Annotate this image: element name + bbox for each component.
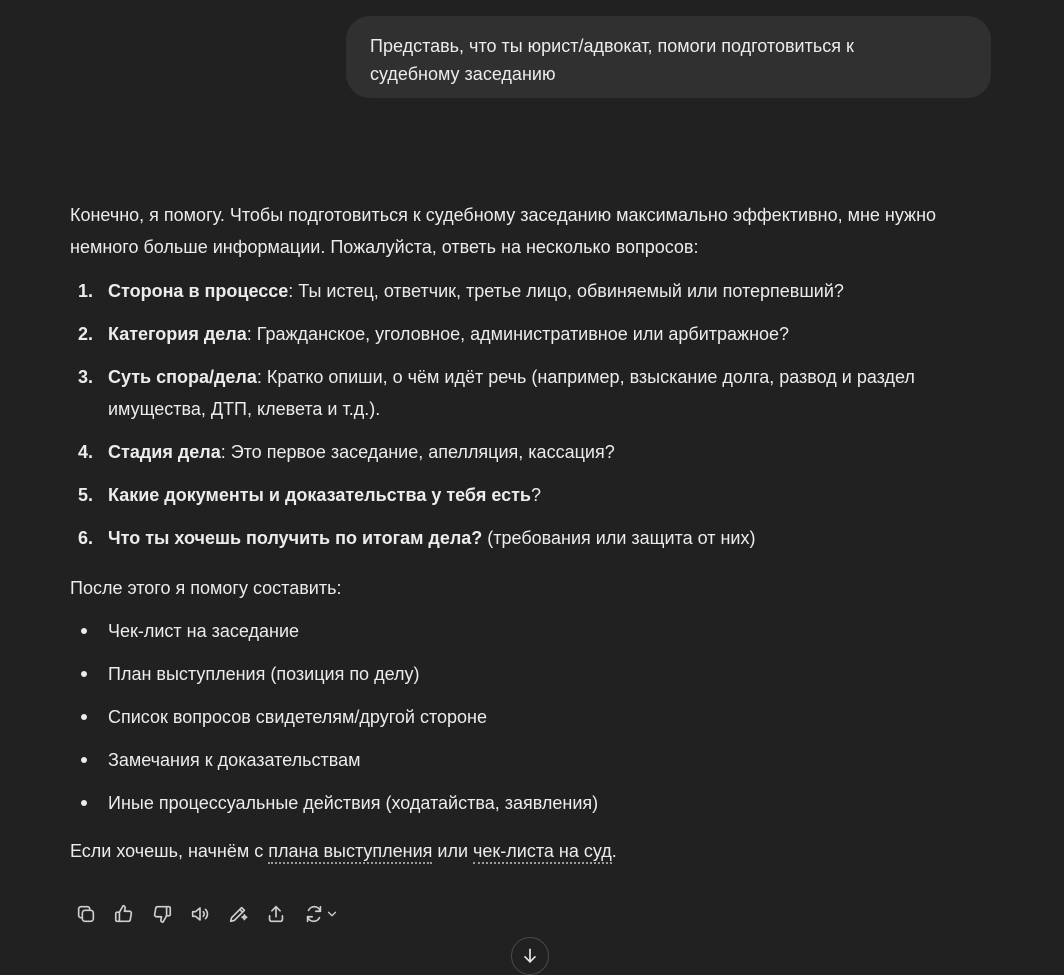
thumbs-down-icon bbox=[151, 903, 173, 925]
good-response-button[interactable] bbox=[108, 898, 140, 930]
plan-item bbox=[70, 658, 1000, 690]
plan-item-text: План выступления (позиция по делу) bbox=[108, 664, 420, 684]
question-list bbox=[70, 275, 1000, 554]
user-message-bubble bbox=[346, 16, 991, 98]
question-text: : Кратко опиши, о чём идёт речь (например, взыскание долга, развод и раздел имущества, ДТП, клевета и т.д.). bbox=[108, 367, 915, 419]
bullet-icon bbox=[81, 757, 87, 763]
plan-item-text: Чек-лист на заседание bbox=[108, 621, 300, 641]
plan-intro: После этого я помогу составить: bbox=[70, 578, 342, 598]
read-aloud-button[interactable] bbox=[184, 898, 216, 930]
question-title: Сторона в процессе bbox=[108, 281, 289, 301]
plan-item-text: Замечания к доказательствам bbox=[108, 750, 361, 770]
plan-item bbox=[70, 701, 1000, 733]
message-actions-bar bbox=[70, 898, 350, 930]
plan-item bbox=[70, 787, 1000, 819]
question-item bbox=[70, 522, 1000, 554]
regenerate-button[interactable] bbox=[298, 898, 344, 930]
regenerate-icon bbox=[303, 903, 325, 925]
closing-paragraph bbox=[70, 835, 1000, 867]
edit-button[interactable] bbox=[222, 898, 254, 930]
closing-prefix: Если хочешь, начнём с bbox=[70, 841, 269, 861]
chevron-down-icon bbox=[325, 907, 339, 921]
bullet-icon bbox=[81, 800, 87, 806]
assistant-intro: Конечно, я помогу. Чтобы подготовиться к судебному заседанию максимально эффективно, мне нужно немного больше информации. Пожалуйста, ответь на несколько вопросов: bbox=[70, 205, 937, 257]
question-number: 6. bbox=[78, 528, 94, 548]
question-number: 2. bbox=[78, 324, 94, 344]
closing-suffix: . bbox=[611, 841, 617, 861]
question-number: 4. bbox=[78, 442, 94, 462]
question-number: 3. bbox=[78, 367, 94, 387]
closing-middle: или bbox=[432, 841, 474, 861]
thumbs-up-icon bbox=[113, 903, 135, 925]
bad-response-button[interactable] bbox=[146, 898, 178, 930]
question-text: ? bbox=[530, 485, 541, 505]
plan-list bbox=[70, 615, 1000, 819]
question-item bbox=[70, 275, 1000, 307]
speech-plan-link[interactable]: плана выступления bbox=[268, 841, 432, 864]
assistant-message bbox=[70, 199, 1000, 867]
scroll-to-bottom-button[interactable] bbox=[511, 937, 549, 975]
share-icon bbox=[265, 903, 287, 925]
question-title: Что ты хочешь получить по итогам дела? bbox=[108, 528, 483, 548]
checklist-link[interactable]: чек-листа на суд bbox=[473, 841, 612, 864]
arrow-down-icon bbox=[520, 946, 540, 966]
bullet-icon bbox=[81, 628, 87, 634]
question-text: : Гражданское, уголовное, административное или арбитражное? bbox=[246, 324, 790, 344]
plan-item-text: Иные процессуальные действия (ходатайства, заявления) bbox=[108, 793, 599, 813]
question-item bbox=[70, 318, 1000, 350]
question-title: Стадия дела bbox=[108, 442, 221, 462]
copy-button[interactable] bbox=[70, 898, 102, 930]
read-aloud-icon bbox=[189, 903, 211, 925]
user-message-line-1: Представь, что ты юрист/адвокат, помоги подготовиться к bbox=[370, 36, 854, 56]
question-text: : Это первое заседание, апелляция, кассация? bbox=[220, 442, 615, 462]
edit-icon bbox=[227, 903, 249, 925]
question-title: Суть спора/дела bbox=[108, 367, 257, 387]
plan-item-text: Список вопросов свидетелям/другой стороне bbox=[108, 707, 487, 727]
question-item bbox=[70, 479, 1000, 511]
question-text: (требования или защита от них) bbox=[482, 528, 756, 548]
question-title: Категория дела bbox=[108, 324, 247, 344]
question-item bbox=[70, 436, 1000, 468]
user-message-line-2: судебному заседанию bbox=[370, 64, 556, 84]
plan-item bbox=[70, 744, 1000, 776]
plan-item bbox=[70, 615, 1000, 647]
question-text: : Ты истец, ответчик, третье лицо, обвиняемый или потерпевший? bbox=[288, 281, 844, 301]
bullet-icon bbox=[81, 671, 87, 677]
copy-icon bbox=[75, 903, 97, 925]
question-number: 5. bbox=[78, 485, 94, 505]
question-title: Какие документы и доказательства у тебя есть bbox=[108, 485, 531, 505]
question-item bbox=[70, 361, 1000, 425]
share-button[interactable] bbox=[260, 898, 292, 930]
question-number: 1. bbox=[78, 281, 94, 301]
bullet-icon bbox=[81, 714, 87, 720]
